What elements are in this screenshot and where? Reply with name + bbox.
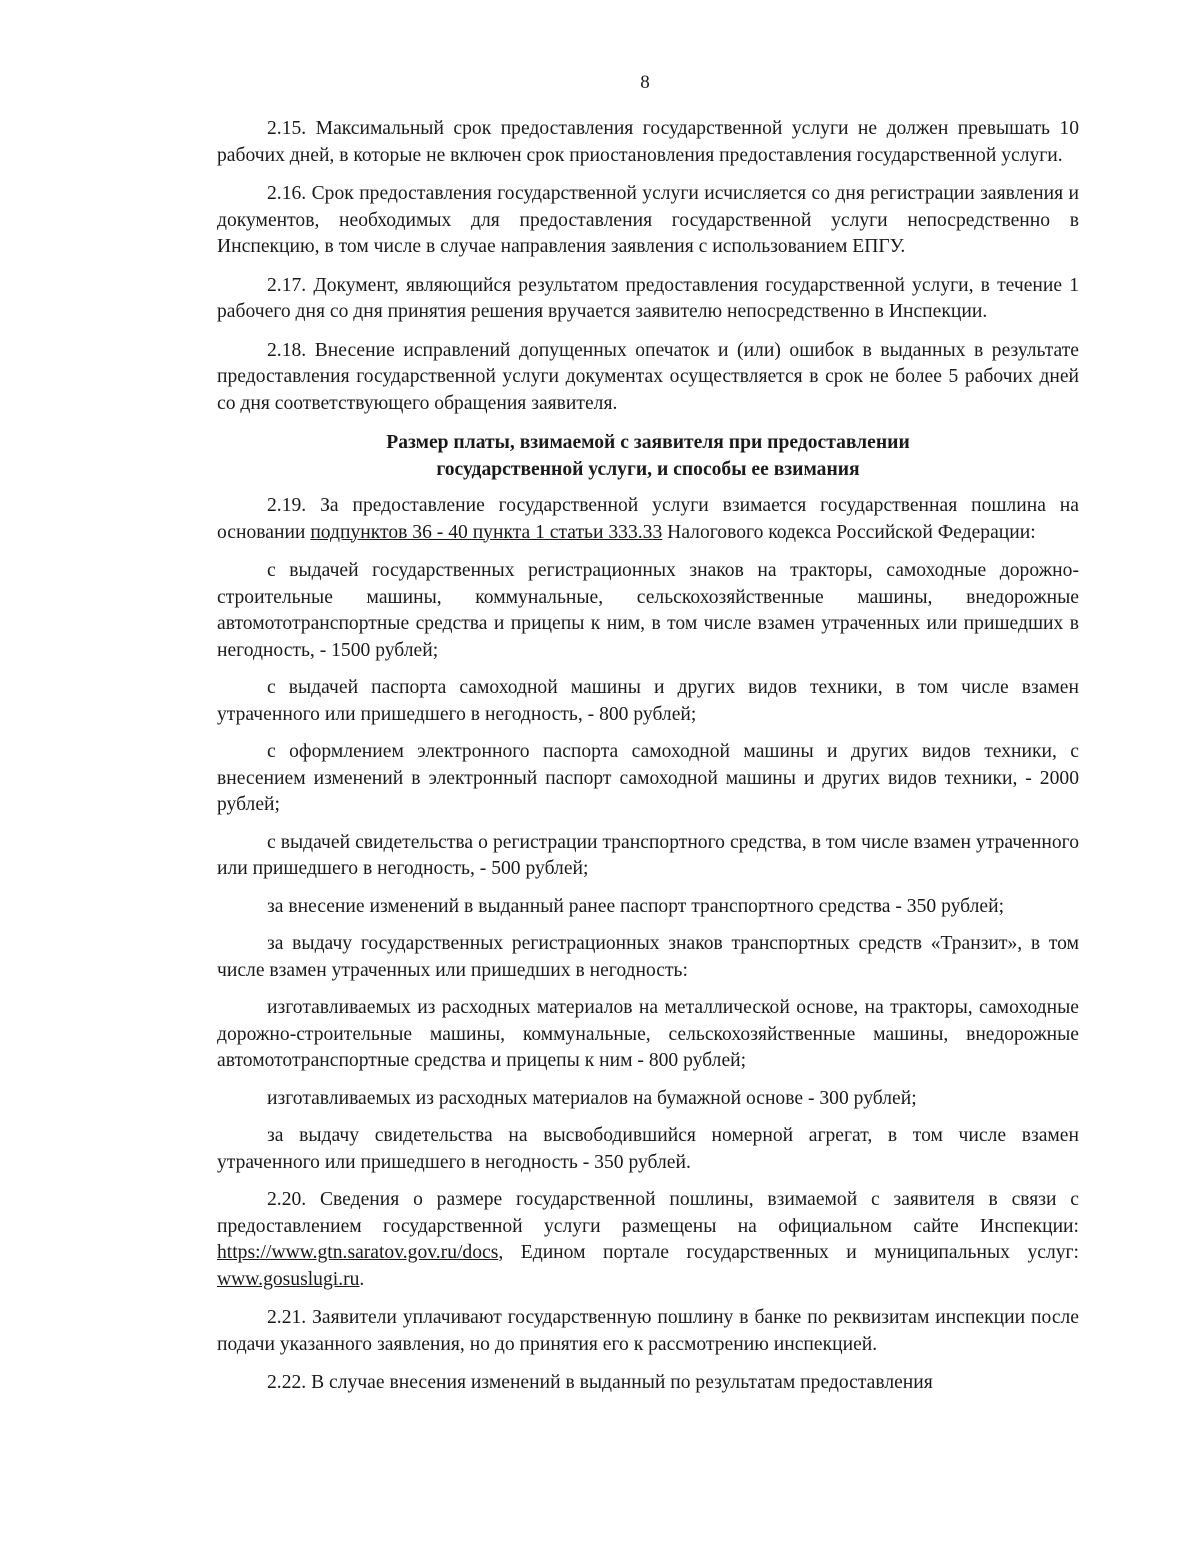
paragraph-2-20-middle: , Едином портале государственных и муниципальных услуг: [498,1242,1079,1263]
paragraph-2-16: 2.16. Срок предоставления государственной услуги исчисляется со дня регистрации заявления и документов, необходимых для предоставления государственной услуги непосредственно в Инспекцию, в том числе в случае направления заявления с использованием ЕПГУ. [217,183,1079,257]
fee-item-transit-plates: за выдачу государственных регистрационных знаков транспортных средств «Транзит», в том числе взамен утраченных или пришедших в негодность: [217,933,1079,981]
section-heading-line-2: государственной услуги, и способы ее взимания [436,459,860,480]
gosuslugi-link[interactable]: www.gosuslugi.ru [217,1268,360,1290]
paragraph-2-18: 2.18. Внесение исправлений допущенных опечаток и (или) ошибок в выданных в результате предоставления государственной услуги документах осуществляется в срок не более 5 рабочих дней со дня соответствующего обращения заявителя. [217,339,1079,414]
fee-item-passport-changes: за внесение изменений в выданный ранее паспорт транспортного средства - 350 рублей; [267,895,1005,917]
fee-item-passport: с выдачей паспорта самоходной машины и других видов техники, в том числе взамен утраченного или пришедшего в негодность, - 800 рублей; [217,677,1079,725]
fee-item-transit-metal: изготавливаемых из расходных материалов на металлической основе, на тракторы, самоходные дорожно-строительные машины, коммунальные, сельскохозяйственные машины, внедорожные автомототранспортные средства и прицепы к ним - 800 рублей; [217,997,1079,1071]
tax-code-reference-link[interactable]: подпунктов 36 - 40 пункта 1 статьи 333.33 [310,521,663,543]
fee-item-unit-certificate: за выдачу свидетельства на высвободившийся номерной агрегат, в том числе взамен утраченного или пришедшего в негодность - 350 рублей. [217,1125,1079,1173]
section-heading-line-1: Размер платы, взимаемой с заявителя при предоставлении [386,432,910,453]
paragraph-2-21: 2.21. Заявители уплачивают государственную пошлину в банке по реквизитам инспекции после подачи указанного заявления, но до принятия его к рассмотрению инспекцией. [217,1307,1079,1355]
fee-item-registration-certificate: с выдачей свидетельства о регистрации транспортного средства, в том числе взамен утраченного или пришедшего в негодность, - 500 рублей; [217,831,1079,879]
fee-item-transit-paper: изготавливаемых из расходных материалов на бумажной основе - 300 рублей; [267,1087,917,1109]
paragraph-2-20-text: 2.20. Сведения о размере государственной пошлины, взимаемой с заявителя в связи с предоставлением государственной услуги размещены на официальном сайте Инспекции: [217,1189,1079,1237]
document-body [217,116,1079,1409]
paragraph-2-15: 2.15. Максимальный срок предоставления государственной услуги не должен превышать 10 рабочих дней, в которые не включен срок приостановления предоставления государственной услуги. [217,118,1079,166]
section-heading [217,429,1079,483]
paragraph-2-17: 2.17. Документ, являющийся результатом предоставления государственной услуги, в течение 1 рабочего дня со дня принятия решения вручается заявителю непосредственно в Инспекции. [217,274,1079,322]
paragraph-2-22: 2.22. В случае внесения изменений в выданный по результатам предоставления [267,1372,933,1393]
page-number: 8 [640,72,650,93]
fee-item-plates: с выдачей государственных регистрационных знаков на тракторы, самоходные дорожно-строительные машины, коммунальные, сельскохозяйственные машины, внедорожные автомототранспортные средства и прицепы к ним, в том числе взамен утраченных или пришедших в негодность, - 1500 рублей; [217,560,1079,661]
paragraph-2-19-text: 2.19. За предоставление государственной услуги взимается государственная пошлина на основании [217,495,1079,543]
paragraph-2-19 [217,493,1079,546]
paragraph-2-20-end: . [359,1268,365,1290]
fee-item-electronic-passport: с оформлением электронного паспорта самоходной машины и других видов техники, с внесением изменений в электронный паспорт самоходной машины и других видов техники, - 2000 рублей; [217,741,1079,815]
gtn-saratov-link[interactable]: https://www.gtn.saratov.gov.ru/docs [217,1242,499,1263]
paragraph-2-20 [217,1187,1079,1293]
paragraph-2-19-text-end: Налогового кодекса Российской Федерации: [662,521,1036,543]
